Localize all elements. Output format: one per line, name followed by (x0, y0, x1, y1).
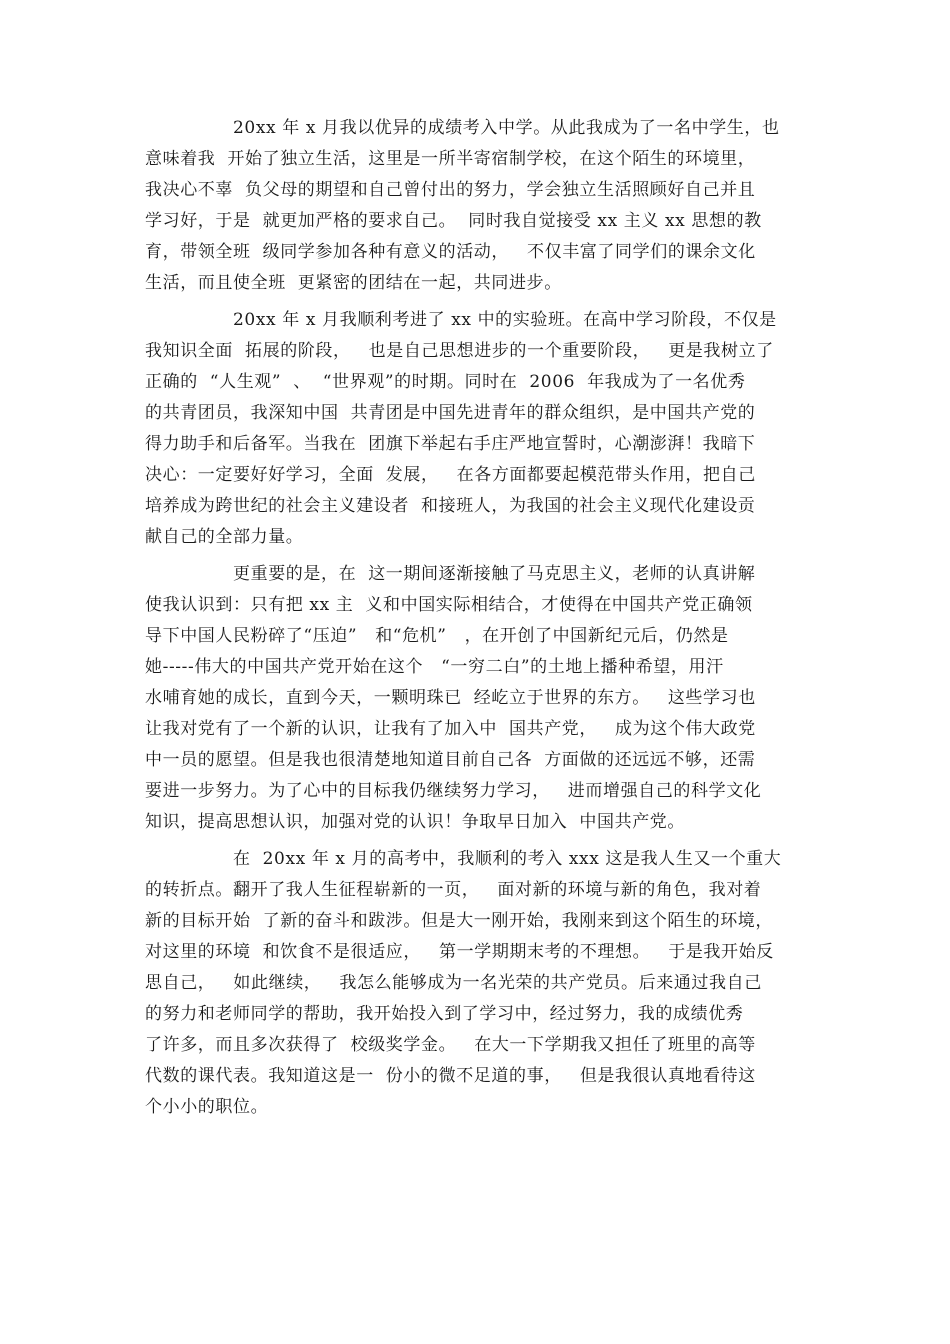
text-line: 生活，而且使全班 更紧密的团结在一起，共同进步。 (145, 273, 562, 293)
text-line: 我决心不辜 负父母的期望和自己曾付出的努力，学会独立生活照顾好自己并且 (145, 180, 756, 200)
text-line: 要进一步努力。为了心中的目标我仍继续努力学习， 进而增强自己的科学文化 (145, 781, 762, 801)
document-body (145, 113, 815, 1129)
text-line: 水哺育她的成长，直到今天，一颗明珠已 经屹立于世界的东方。 这些学习也 (145, 688, 756, 708)
text-line: 的共青团员，我深知中国 共青团是中国先进青年的群众组织，是中国共产党的 (145, 403, 756, 423)
text-line: 她-----伟大的中国共产党开始在这个 “一穷二白”的土地上播种希望，用汗 (145, 657, 724, 677)
text-line: 让我对党有了一个新的认识，让我有了加入中 国共产党， 成为这个伟大政党 (145, 719, 756, 739)
text-line: 对这里的环境 和饮食不是很适应， 第一学期期末考的不理想。 于是我开始反 (145, 942, 774, 962)
text-line: 得力助手和后备军。当我在 团旗下举起右手庄严地宣誓时，心潮澎湃！我暗下 (145, 434, 756, 454)
text-line: 代数的课代表。我知道这是一 份小的微不足道的事， 但是我很认真地看待这 (145, 1066, 756, 1086)
text-line: 使我认识到：只有把 xx 主 义和中国实际相结合，才使得在中国共产党正确领 (145, 595, 753, 615)
text-line: 个小小的职位。 (145, 1097, 269, 1117)
paragraph-4 (145, 844, 815, 1123)
text-line: 知识，提高思想认识，加强对党的认识！争取早日加入 中国共产党。 (145, 812, 686, 832)
text-line: 20xx 年 x 月我顺利考进了 xx 中的实验班。在高中学习阶段，不仅是 (233, 310, 777, 330)
text-line: 我知识全面 拓展的阶段， 也是自己思想进步的一个重要阶段， 更是我树立了 (145, 341, 774, 361)
paragraph-3 (145, 559, 815, 838)
text-line: 决心：一定要好好学习，全面 发展， 在各方面都要起模范带头作用，把自己 (145, 465, 756, 485)
text-line: 的转折点。翻开了我人生征程崭新的一页， 面对新的环境与新的角色，我对着 (145, 880, 762, 900)
text-line: 更重要的是，在 这一期间逐渐接触了马克思主义，老师的认真讲解 (233, 564, 756, 584)
text-line: 献自己的全部力量。 (145, 527, 304, 547)
text-line: 新的目标开始 了新的奋斗和跋涉。但是大一刚开始，我刚来到这个陌生的环境， (145, 911, 774, 931)
text-line: 思自己， 如此继续， 我怎么能够成为一名光荣的共产党员。后来通过我自己 (145, 973, 762, 993)
text-line: 意味着我 开始了独立生活，这里是一所半寄宿制学校，在这个陌生的环境里， (145, 149, 756, 169)
text-line: 正确的 “人生观” 、 “世界观”的时期。同时在 2006 年我成为了一名优秀 (145, 372, 746, 392)
text-line: 了许多，而且多次获得了 校级奖学金。 在大一下学期我又担任了班里的高等 (145, 1035, 756, 1055)
text-line: 中一员的愿望。但是我也很清楚地知道目前自己各 方面做的还远远不够，还需 (145, 750, 756, 770)
text-line: 学习好，于是 就更加严格的要求自己。 同时我自觉接受 xx 主义 xx 思想的教 (145, 211, 762, 231)
text-line: 育，带领全班 级同学参加各种有意义的活动， 不仅丰富了同学们的课余文化 (145, 242, 756, 262)
text-line: 的努力和老师同学的帮助，我开始投入到了学习中，经过努力，我的成绩优秀 (145, 1004, 744, 1024)
text-line: 培养成为跨世纪的社会主义建设者 和接班人，为我国的社会主义现代化建设贡 (145, 496, 756, 516)
paragraph-1 (145, 113, 815, 299)
text-line: 20xx 年 x 月我以优异的成绩考入中学。从此我成为了一名中学生，也 (233, 118, 780, 138)
text-line: 导下中国人民粉碎了“压迫” 和“危机” ，在开创了中国新纪元后，仍然是 (145, 626, 729, 646)
paragraph-2 (145, 305, 815, 553)
text-line: 在 20xx 年 x 月的高考中，我顺利的考入 xxx 这是我人生又一个重大 (233, 849, 782, 869)
